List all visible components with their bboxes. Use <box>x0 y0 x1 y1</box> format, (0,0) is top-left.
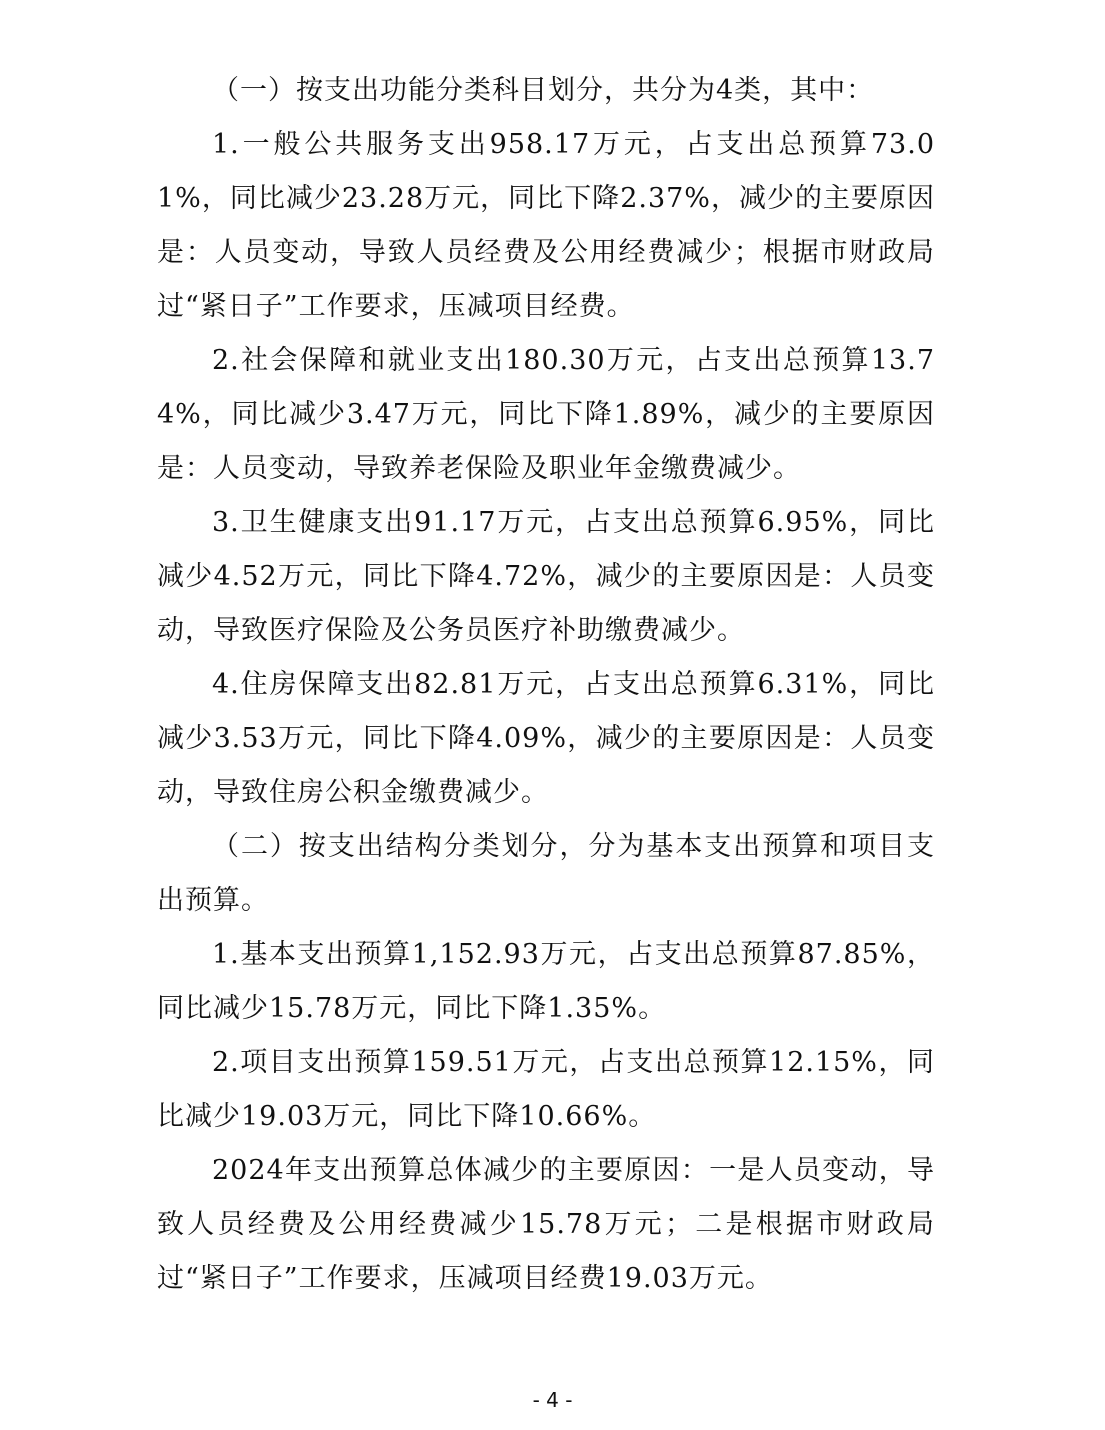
page-number: - 4 - <box>532 1388 573 1412</box>
document-body <box>157 64 935 1306</box>
paragraph-housing: 4.住房保障支出82.81万元，占支出总预算6.31%，同比减少3.53万元，同比下降4.09%，减少的主要原因是：人员变动，导致住房公积金缴费减少。 <box>157 669 935 808</box>
section-heading-structure: （二）按支出结构分类划分，分为基本支出预算和项目支出预算。 <box>157 831 935 916</box>
paragraph-social-security: 2.社会保障和就业支出180.30万元，占支出总预算13.74%，同比减少3.47万元，同比下降1.89%，减少的主要原因是：人员变动，导致养老保险及职业年金缴费减少。 <box>157 345 935 484</box>
paragraph-project-expenditure: 2.项目支出预算159.51万元，占支出总预算12.15%，同比减少19.03万元，同比下降10.66%。 <box>157 1047 935 1132</box>
paragraph-health: 3.卫生健康支出91.17万元，占支出总预算6.95%，同比减少4.52万元，同比下降4.72%，减少的主要原因是：人员变动，导致医疗保险及公务员医疗补助缴费减少。 <box>157 507 935 646</box>
section-heading-functional: （一）按支出功能分类科目划分，共分为4类，其中： <box>212 75 875 106</box>
paragraph-general-public-services: 1.一般公共服务支出958.17万元，占支出总预算73.01%，同比减少23.28万元，同比下降2.37%，减少的主要原因是：人员变动，导致人员经费及公用经费减少；根据市财政局过“紧日子”工作要求，压减项目经费。 <box>157 129 935 322</box>
paragraph-overall-reason: 2024年支出预算总体减少的主要原因：一是人员变动，导致人员经费及公用经费减少15.78万元；二是根据市财政局过“紧日子”工作要求，压减项目经费19.03万元。 <box>157 1155 935 1294</box>
paragraph-basic-expenditure: 1.基本支出预算1,152.93万元，占支出总预算87.85%，同比减少15.78万元，同比下降1.35%。 <box>157 939 935 1024</box>
